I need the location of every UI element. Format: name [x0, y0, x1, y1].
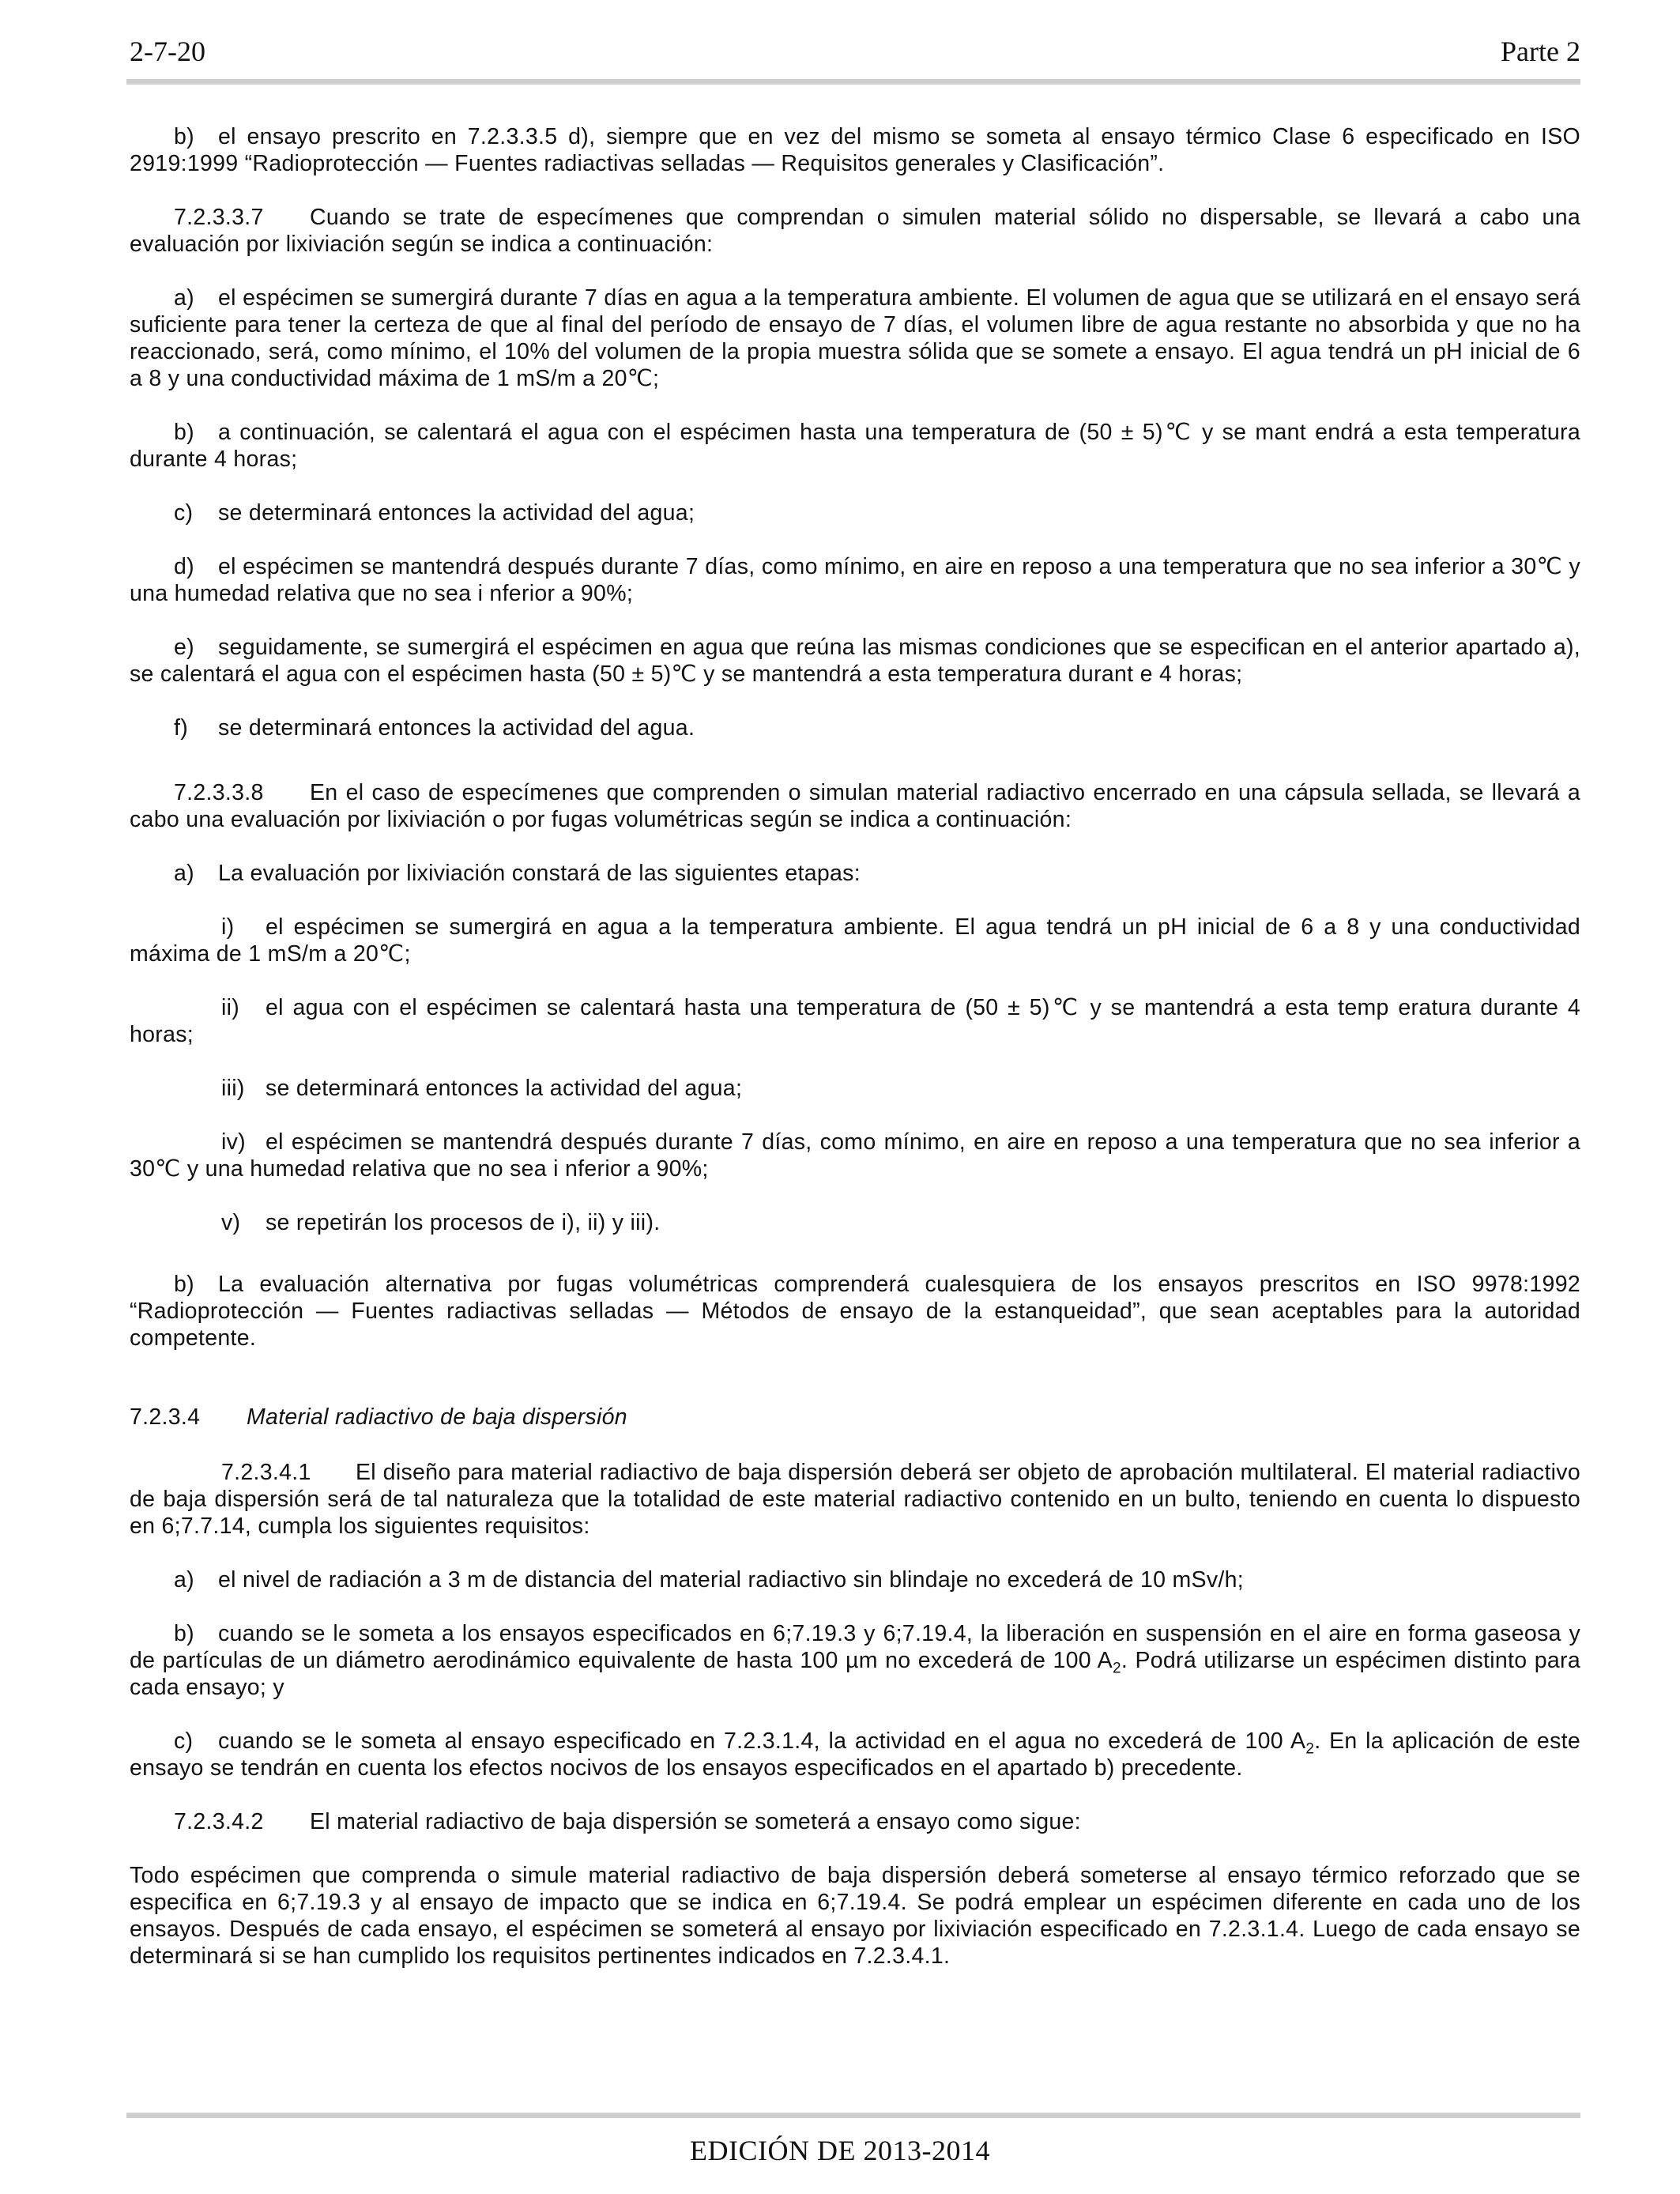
item-d-air-rest	[130, 553, 1580, 607]
page-header	[130, 35, 1580, 70]
paragraph-text: el nivel de radiación a 3 m de distancia del material radiactivo sin blindaje no excederá de 10 mSv/h;	[218, 1567, 1244, 1593]
item-label: b)	[174, 1272, 194, 1297]
item-label: iii)	[221, 1076, 245, 1101]
paragraph-text: Todo espécimen que comprenda o simule material radiactivo de baja dispersión deberá someterse al ensayo térmico reforzado que se especifica en 6;7.19.3 y al ensayo de impacto que se indica en 6;7.19.4. Se podrá emplear un espécimen diferente en cada uno de los ensayos. Después de cada ensayo, el espécimen se someterá al ensayo por lixiviación especificado en 7.2.3.1.4. Luego de cada ensayo se determinará si se han cumplido los requisitos pertinentes indicados en 7.2.3.4.1.	[130, 1863, 1580, 1969]
subitem-i	[130, 914, 1580, 967]
item-label: f)	[174, 715, 189, 741]
item-c-water-activity	[130, 1728, 1580, 1781]
item-label: d)	[174, 554, 194, 579]
paragraph-text: Cuando se trate de especímenes que comprendan o simulen material sólido no dispersable, se llevará a cabo una evaluación por lixiviación según se indica a continuación:	[130, 205, 1580, 257]
footer-divider	[126, 2113, 1580, 2118]
paragraph-text: el espécimen se sumergirá en agua a la temperatura ambiente. El agua tendrá un pH inicial de 6 a 8 y una conductividad máxima de 1 mS/m a 20℃;	[130, 914, 1580, 967]
header-divider	[126, 79, 1580, 85]
paragraph-text: el espécimen se mantendrá después durante 7 días, como mínimo, en aire en reposo a una temperatura que no sea inferior a 30℃ y una humedad relativa que no sea i nferior a 90%;	[130, 554, 1580, 606]
paragraph-text: el agua con el espécimen se calentará hasta una temperatura de (50 ± 5)℃ y se mantendrá a esta temp eratura durante 4 horas;	[130, 995, 1580, 1047]
subitem-ii	[130, 994, 1580, 1048]
paragraph-text: se repetirán los procesos de i), ii) y iii).	[266, 1210, 661, 1235]
section-7-2-3-4-1	[130, 1459, 1580, 1540]
paragraph-text: a continuación, se calentará el agua con el espécimen hasta una temperatura de (50 ± 5)℃ y se mant endrá a esta temperatura durante 4 horas;	[130, 420, 1580, 472]
item-b-volumetric-leak	[130, 1271, 1580, 1351]
section-heading-7-2-3-4	[130, 1404, 1580, 1431]
subscript: 2	[1305, 1740, 1315, 1758]
subscript: 2	[1113, 1660, 1121, 1677]
item-label: b)	[174, 420, 194, 445]
paragraph-text: El diseño para material radiactivo de baja dispersión deberá ser objeto de aprobación multilateral. El material radiactivo de baja dispersión será de tal naturaleza que la totalidad de este material radiactivo contenido en un bulto, teniendo en cuenta lo dispuesto en 6;7.7.14, cumpla los siguientes requisitos:	[130, 1460, 1580, 1539]
part-label: Parte 2	[1501, 36, 1580, 67]
item-a-radiation-level	[130, 1566, 1580, 1593]
paragraph-text: se determinará entonces la actividad del agua.	[218, 715, 695, 741]
page-footer: EDICIÓN DE 2013-2014	[690, 2135, 990, 2166]
item-a-leaching-stages	[130, 860, 1580, 887]
subitem-iv	[130, 1129, 1580, 1182]
section-number: 7.2.3.4.2	[174, 1809, 264, 1834]
paragraph-text-cont: . Podrá utilizarse un espécimen distinto para cada ensayo; y	[130, 1648, 1580, 1700]
section-number: 7.2.3.4	[130, 1404, 201, 1430]
paragraph-text: El material radiactivo de baja dispersión se someterá a ensayo como sigue:	[310, 1809, 1081, 1834]
paragraph-text: el espécimen se sumergirá durante 7 días en agua a la temperatura ambiente. El volumen de agua que se utilizará en el ensayo será suficiente para tener la certeza de que al final del período de ensayo de 7 días, el volumen libre de agua restante no absorbida y que no ha reaccionado, será, como mínimo, el 10% del volumen de la propia muestra sólida que se somete a ensayo. El agua tendrá un pH inicial de 6 a 8 y una conductividad máxima de 1 mS/m a 20℃;	[130, 285, 1580, 391]
item-label: b)	[174, 1621, 194, 1646]
section-7-2-3-3-7	[130, 204, 1580, 258]
item-b-airborne-release	[130, 1620, 1580, 1701]
item-label: v)	[221, 1210, 241, 1235]
paragraph-text-cont: . En la aplicación de este ensayo se tendrán en cuenta los efectos nocivos de los ensayos especificados en el apartado b) precedente.	[130, 1728, 1581, 1781]
section-number: 7.2.3.4.1	[221, 1460, 311, 1485]
page-number: 2-7-20	[130, 36, 205, 67]
paragraph-text: el espécimen se mantendrá después durante 7 días, como mínimo, en aire en reposo a una temperatura que no sea inferior a 30℃ y una humedad relativa que no sea i nferior a 90%;	[130, 1129, 1580, 1182]
paragraph-text: cuando se le someta al ensayo especificado en 7.2.3.1.4, la actividad en el agua no excederá de 100 A	[218, 1728, 1306, 1754]
item-e-resubmerge	[130, 634, 1580, 688]
subitem-v	[130, 1209, 1580, 1236]
item-label: c)	[174, 500, 194, 526]
section-number: 7.2.3.3.7	[174, 205, 264, 230]
item-label: iv)	[221, 1129, 246, 1155]
paragraph-b-iso2919	[130, 123, 1580, 177]
item-f-activity	[130, 714, 1580, 741]
paragraph-text: La evaluación por lixiviación constará de las siguientes etapas:	[218, 861, 861, 886]
paragraph-text: cuando se le someta a los ensayos especificados en 6;7.19.3 y 6;7.19.4, la liberación en suspensión en el aire en forma gaseosa y de partículas de un diámetro aerodinámico equivalente de hasta 100 µm no excederá de 100 A	[130, 1621, 1580, 1673]
item-b-heating	[130, 419, 1580, 473]
item-label: e)	[174, 635, 194, 660]
section-title: Material radiactivo de baja dispersión	[247, 1404, 627, 1430]
paragraph-text: seguidamente, se sumergirá el espécimen en agua que reúna las mismas condiciones que se especifican en el anterior apartado a), se calentará el agua con el espécimen hasta (50 ± 5)℃ y se mantendrá a esta temperatura durant e 4 horas;	[130, 635, 1580, 687]
paragraph-text: En el caso de especímenes que comprenden o simulan material radiactivo encerrado en una cápsula sellada, se llevará a cabo una evaluación por lixiviación o por fugas volumétricas según se indica a continuación:	[130, 780, 1580, 832]
subitem-iii	[130, 1075, 1580, 1102]
item-c-activity	[130, 499, 1580, 526]
section-number: 7.2.3.3.8	[174, 780, 264, 805]
item-label: b)	[174, 124, 194, 149]
paragraph-text: La evaluación alternativa por fugas volumétricas comprenderá cualesquiera de los ensayos prescritos en ISO 9978:1992 “Radioprotección — Fuentes radiactivas selladas — Métodos de ensayo de la estanqueidad”, que sean aceptables para la autoridad competente.	[130, 1272, 1580, 1351]
item-label: a)	[174, 1567, 194, 1593]
item-label: i)	[221, 914, 235, 940]
section-7-2-3-4-2	[130, 1808, 1580, 1835]
section-7-2-3-3-8	[130, 779, 1580, 833]
final-paragraph	[130, 1862, 1580, 1970]
item-label: a)	[174, 861, 194, 886]
item-label: ii)	[221, 995, 240, 1020]
paragraph-text: el ensayo prescrito en 7.2.3.3.5 d), siempre que en vez del mismo se someta al ensayo térmico Clase 6 especificado en ISO 2919:1999 “Radioprotección — Fuentes radiactivas selladas — Requisitos generales y Clasificación”.	[130, 124, 1580, 176]
paragraph-text: se determinará entonces la actividad del agua;	[266, 1076, 743, 1101]
item-label: a)	[174, 285, 194, 311]
paragraph-text: se determinará entonces la actividad del agua;	[218, 500, 695, 526]
item-label: c)	[174, 1728, 194, 1754]
item-a-immersion	[130, 285, 1580, 392]
